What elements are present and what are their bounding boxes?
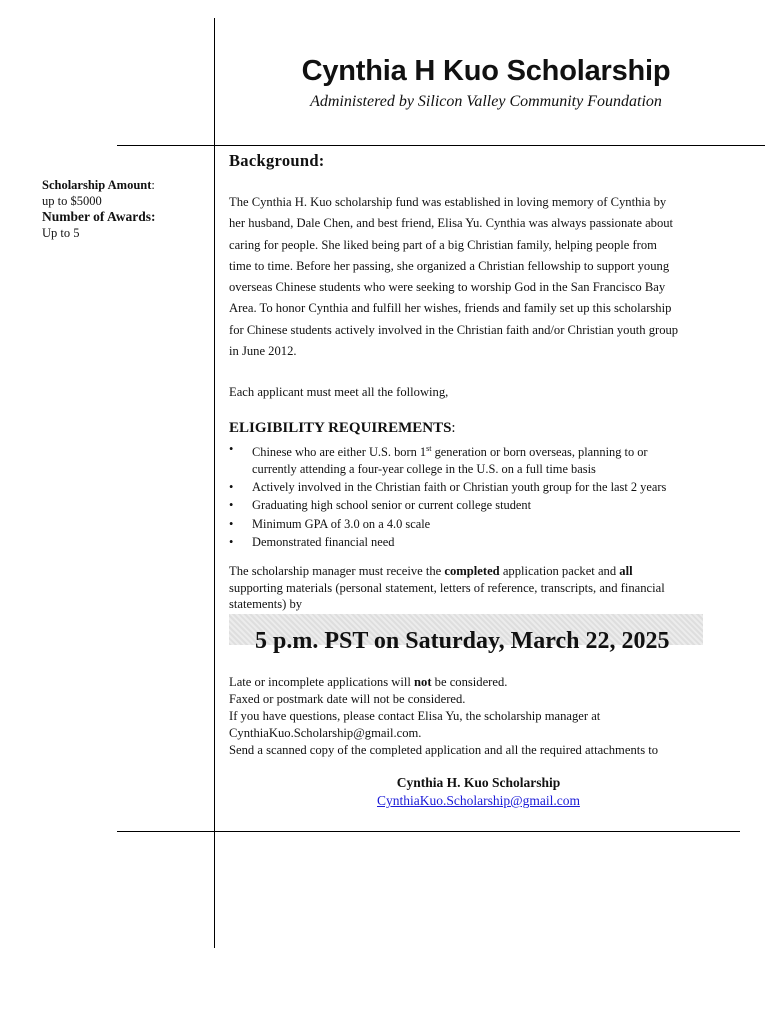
emphasis-not: not: [414, 675, 432, 689]
amount-row: [42, 177, 212, 193]
eligibility-heading-text: ELIGIBILITY REQUIREMENTS: [229, 420, 452, 436]
requirement-item: • Graduating high school senior or current college student: [229, 497, 749, 513]
requirement-text: currently attending a four-year college in the U.S. on a full time basis: [252, 461, 596, 476]
paragraph-line: in June 2012.: [229, 344, 297, 359]
paragraph-line: The Cynthia H. Kuo scholarship fund was established in loving memory of Cynthia by: [229, 195, 667, 209]
requirement-item: • Demonstrated financial need: [229, 534, 749, 550]
eligibility-heading: [229, 420, 456, 437]
requirements-list: [229, 441, 749, 553]
paragraph-line: caring for people. She liked being part of a big Christian family, helping people from: [229, 237, 657, 252]
sidebar-summary: [42, 177, 212, 241]
questions-email: CynthiaKuo.Scholarship@gmail.com.: [229, 726, 422, 740]
submission-line: statements) by: [229, 597, 303, 611]
vertical-rule: [214, 18, 215, 948]
paragraph-line: time to time. Before her passing, she organized a Christian fellowship to support young: [229, 258, 670, 273]
eligibility-heading-colon: :: [451, 420, 456, 436]
awards-value: Up to 5: [42, 226, 80, 240]
lead-in-text: Each applicant must meet all the following,: [229, 385, 449, 399]
awards-label: Number of Awards:: [42, 209, 156, 224]
contact-email-link[interactable]: CynthiaKuo.Scholarship@gmail.com: [377, 793, 580, 808]
requirement-item: [229, 441, 749, 477]
paragraph-line: overseas Chinese students who were seeking to worship God in the San Francisco Bay: [229, 280, 666, 295]
faxed-note: Faxed or postmark date will not be considered.: [229, 692, 466, 706]
note-text: Late or incomplete applications will: [229, 675, 415, 689]
notes-block: [229, 674, 749, 759]
contact-block: [216, 774, 741, 810]
questions-note: If you have questions, please contact Elisa Yu, the scholarship manager at: [229, 709, 601, 723]
header-rule: [117, 145, 765, 146]
note-text: be considered.: [431, 675, 508, 689]
requirement-item: • Actively involved in the Christian faith or Christian youth group for the last 2 years: [229, 479, 749, 495]
paragraph-line: Area. To honor Cynthia and fulfill her wishes, friends and family set up this scholarship: [229, 301, 672, 316]
requirement-text: Chinese who are either U.S. born 1: [252, 445, 427, 460]
footer-rule: [117, 831, 740, 832]
paragraph-line: her husband, Dale Chen, and best friend, Elisa Yu. Cynthia was always passionate about: [229, 216, 674, 231]
emphasis-all: all: [619, 564, 633, 578]
emphasis-completed: completed: [444, 564, 500, 578]
paragraph-line: for Chinese students actively involved in the Christian faith and/or Christian youth group: [229, 322, 679, 337]
amount-colon: :: [151, 178, 155, 192]
page-subtitle: Administered by Silicon Valley Community Foundation: [310, 93, 662, 110]
ordinal-suffix: st: [426, 444, 432, 453]
late-note: [229, 674, 749, 691]
amount-label: Scholarship Amount: [42, 178, 152, 192]
page-title: Cynthia H Kuo Scholarship: [301, 55, 671, 87]
amount-value: up to $5000: [42, 194, 102, 208]
submission-line: supporting materials (personal statement, letters of reference, transcripts, and financial: [229, 580, 665, 595]
submission-text: The scholarship manager must receive the: [229, 564, 445, 578]
background-paragraph: [229, 192, 729, 362]
requirement-text: generation or born overseas, planning to or: [431, 445, 648, 460]
submission-instructions: [229, 563, 729, 613]
send-note: Send a scanned copy of the completed application and all the required attachments to: [229, 743, 659, 757]
deadline-text: 5 p.m. PST on Saturday, March 22, 2025: [255, 628, 670, 654]
contact-name: Cynthia H. Kuo Scholarship: [396, 775, 561, 790]
background-heading: Background:: [229, 151, 325, 170]
submission-text: application packet and: [499, 564, 620, 578]
requirement-item: • Minimum GPA of 3.0 on a 4.0 scale: [229, 516, 749, 532]
submission-line: [229, 563, 729, 580]
